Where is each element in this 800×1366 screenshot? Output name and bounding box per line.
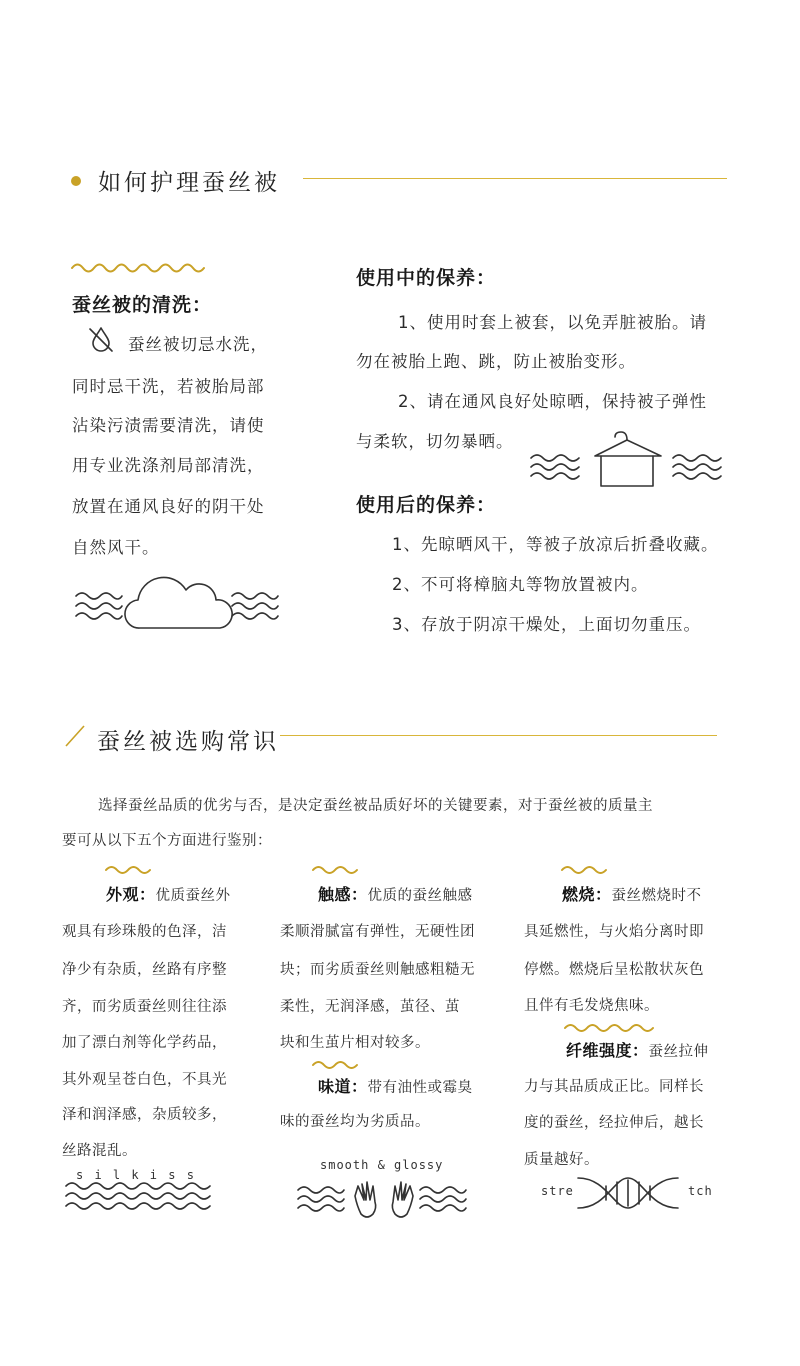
title-divider <box>303 178 727 179</box>
touch-line: 柔性，无润泽感，茧径、茧 <box>280 999 460 1015</box>
strength-line: 度的蚕丝，经拉伸后，越长 <box>524 1115 704 1131</box>
touch-line: 块和生茧片相对较多。 <box>280 1035 430 1051</box>
hands-icon <box>296 1174 474 1218</box>
appearance-first-line <box>106 882 231 905</box>
appearance-line: 观具有珍珠般的色泽，洁 <box>62 924 227 940</box>
after-use-line: 1、先晾晒风干，等被子放凉后折叠收藏。 <box>392 535 719 554</box>
stretch-caption-left: stre <box>541 1184 574 1198</box>
smell-label: 味道： <box>318 1077 368 1096</box>
after-use-line: 2、不可将樟脑丸等物放置被内。 <box>392 575 649 594</box>
touch-first-line <box>318 882 473 905</box>
burning-line: 停燃。燃烧后呈松散状灰色 <box>524 962 704 978</box>
strength-line: 质量越好。 <box>524 1152 599 1168</box>
gold-wave-icon <box>313 865 359 873</box>
smell-line: 带有油性或霉臭 <box>367 1080 473 1096</box>
smell-line: 味的蚕丝均为劣质品。 <box>280 1114 430 1130</box>
stretch-caption-right: tch <box>688 1184 713 1198</box>
strength-line: 力与其品质成正比。同样长 <box>524 1079 704 1095</box>
wash-line: 自然风干。 <box>72 538 160 557</box>
burning-first-line <box>562 882 702 905</box>
appearance-line: 优质蚕丝外 <box>155 888 231 904</box>
after-use-line: 3、存放于阴凉干燥处，上面切勿重压。 <box>392 615 701 634</box>
appearance-line: 净少有杂质，丝路有序整 <box>62 962 227 978</box>
wash-line: 用专业洗涤剂局部清洗， <box>72 456 265 475</box>
touch-line: 块；而劣质蚕丝则触感粗糙无 <box>280 962 475 978</box>
silkiss-caption: s i l k i s s <box>76 1168 196 1182</box>
strength-label: 纤维强度： <box>566 1041 649 1060</box>
gold-wave-icon <box>562 865 608 873</box>
touch-line: 优质的蚕丝触感 <box>367 888 473 904</box>
gold-wave-icon <box>72 262 204 272</box>
in-use-line: 勿在被胎上跑、跳，防止被胎变形。 <box>356 352 636 371</box>
touch-line: 柔顺滑腻富有弹性，无硬性团 <box>280 924 475 940</box>
touch-label: 触感： <box>318 885 368 904</box>
wash-line: 沾染污渍需要清洗，请使 <box>72 416 265 435</box>
in-use-line: 1、使用时套上被套，以免弄脏被胎。请 <box>398 313 707 332</box>
cloud-wind-icon <box>74 568 286 634</box>
gold-wave-icon <box>313 1060 359 1068</box>
care-section-title: 如何护理蚕丝被 <box>98 170 280 196</box>
burning-line: 蚕丝燃烧时不 <box>611 888 702 904</box>
burning-label: 燃烧： <box>562 885 612 904</box>
wash-heading: 蚕丝被的清洗： <box>72 294 213 316</box>
appearance-line: 加了漂白剂等化学药品， <box>62 1035 227 1051</box>
appearance-line: 齐，而劣质蚕丝则往往添 <box>62 999 227 1015</box>
smell-first-line <box>318 1074 473 1097</box>
gold-wave-icon <box>106 865 152 873</box>
buying-section-title: 蚕丝被选购常识 <box>97 729 279 755</box>
wash-line: 放置在通风良好的阴干处 <box>72 497 265 516</box>
gold-wave-icon <box>565 1023 657 1031</box>
appearance-line: 其外观呈苍白色，不具光 <box>62 1072 227 1088</box>
after-use-heading: 使用后的保养： <box>356 494 497 516</box>
burning-line: 且伴有毛发烧焦味。 <box>524 998 659 1014</box>
smooth-glossy-caption: smooth & glossy <box>320 1158 444 1172</box>
appearance-line: 丝路混乱。 <box>62 1143 137 1159</box>
in-use-heading: 使用中的保养： <box>356 267 497 289</box>
in-use-line: 与柔软，切勿暴晒。 <box>356 432 514 451</box>
wash-line: 同时忌干洗，若被胎局部 <box>72 377 265 396</box>
appearance-label: 外观： <box>106 885 156 904</box>
intro-line: 选择蚕丝品质的优劣与否，是决定蚕丝被品质好坏的关键要素，对于蚕丝被的质量主 <box>98 798 653 814</box>
strength-first-line <box>566 1038 709 1061</box>
no-water-icon <box>88 326 114 352</box>
burning-line: 具延燃性，与火焰分离时即 <box>524 924 704 940</box>
title-dot-icon <box>71 176 81 186</box>
hanger-icon <box>529 424 725 492</box>
dna-stretch-icon <box>576 1176 680 1210</box>
slash-mark-icon <box>64 724 86 748</box>
intro-line: 要可从以下五个方面进行鉴别： <box>62 833 272 849</box>
wash-line: 蚕丝被切忌水洗， <box>128 335 268 354</box>
title-divider <box>280 735 717 736</box>
silk-wave-icon <box>64 1180 216 1216</box>
in-use-line: 2、请在通风良好处晾晒，保持被子弹性 <box>398 392 707 411</box>
appearance-line: 泽和润泽感，杂质较多， <box>62 1107 227 1123</box>
strength-line: 蚕丝拉伸 <box>648 1044 709 1060</box>
